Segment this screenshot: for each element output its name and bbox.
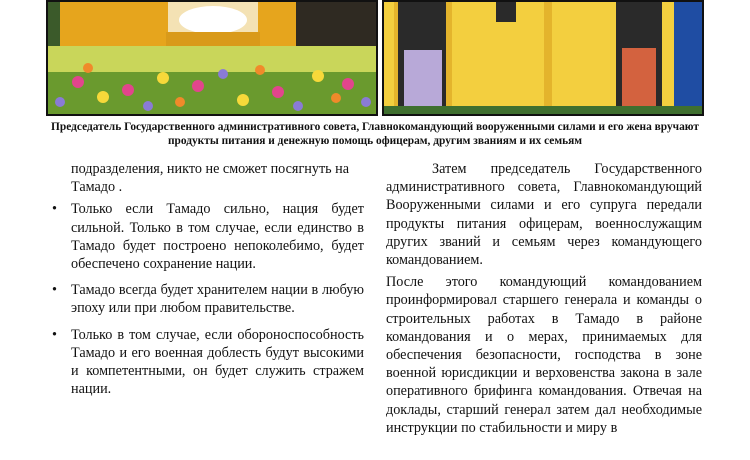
list-item: • Тамадо всегда будет хранителем нации в любую эпоху или при любом правительстве.: [52, 281, 364, 317]
paragraph: Затем председатель Государственного административного совета, Главнокомандующий Вооруженными силами и его супруга передали продукты питания офицерам, военнослужащим других званий и семьям через командующего командованием.: [386, 161, 702, 269]
continued-text: подразделения, никто не сможет посягнуть на Тамадо .: [71, 161, 350, 196]
list-item: • Только если Тамадо сильно, нация будет сильной. Только в том случае, если единство в Тамадо будет построено непоколебимо, будет обеспечено сохранение нации.: [52, 200, 364, 273]
paragraph: После этого командующий командованием проинформировал старшего генерала и команды о строительных работах в Тамадо в районе командования и о мерах, принимаемых для обеспечения безопасности, господства в зоне военной юрисдикции и верховенства закона в зале оперативного брифинга командования. Отвечая на доклады, старший генерал затем дал необходимые инструкции по стабильности и миру в: [386, 274, 702, 436]
ceremony-photo-left: [46, 0, 378, 116]
left-column: [52, 160, 364, 406]
list-item: • Только в том случае, если обороноспособность Тамадо и его военная доблесть будут высокими и компетентными, он будет служить стражем нации.: [52, 326, 364, 399]
photo-strip: [0, 0, 750, 118]
bullet-list: [52, 200, 364, 398]
photo-caption: Председатель Государственного административного совета, Главнокомандующий вооруженными силами и его жена вручают продукты питания и денежную помощь офицерам, другим званиям и их семьям: [51, 121, 699, 147]
right-column: [386, 160, 702, 441]
ceremony-photo-right: [382, 0, 704, 116]
